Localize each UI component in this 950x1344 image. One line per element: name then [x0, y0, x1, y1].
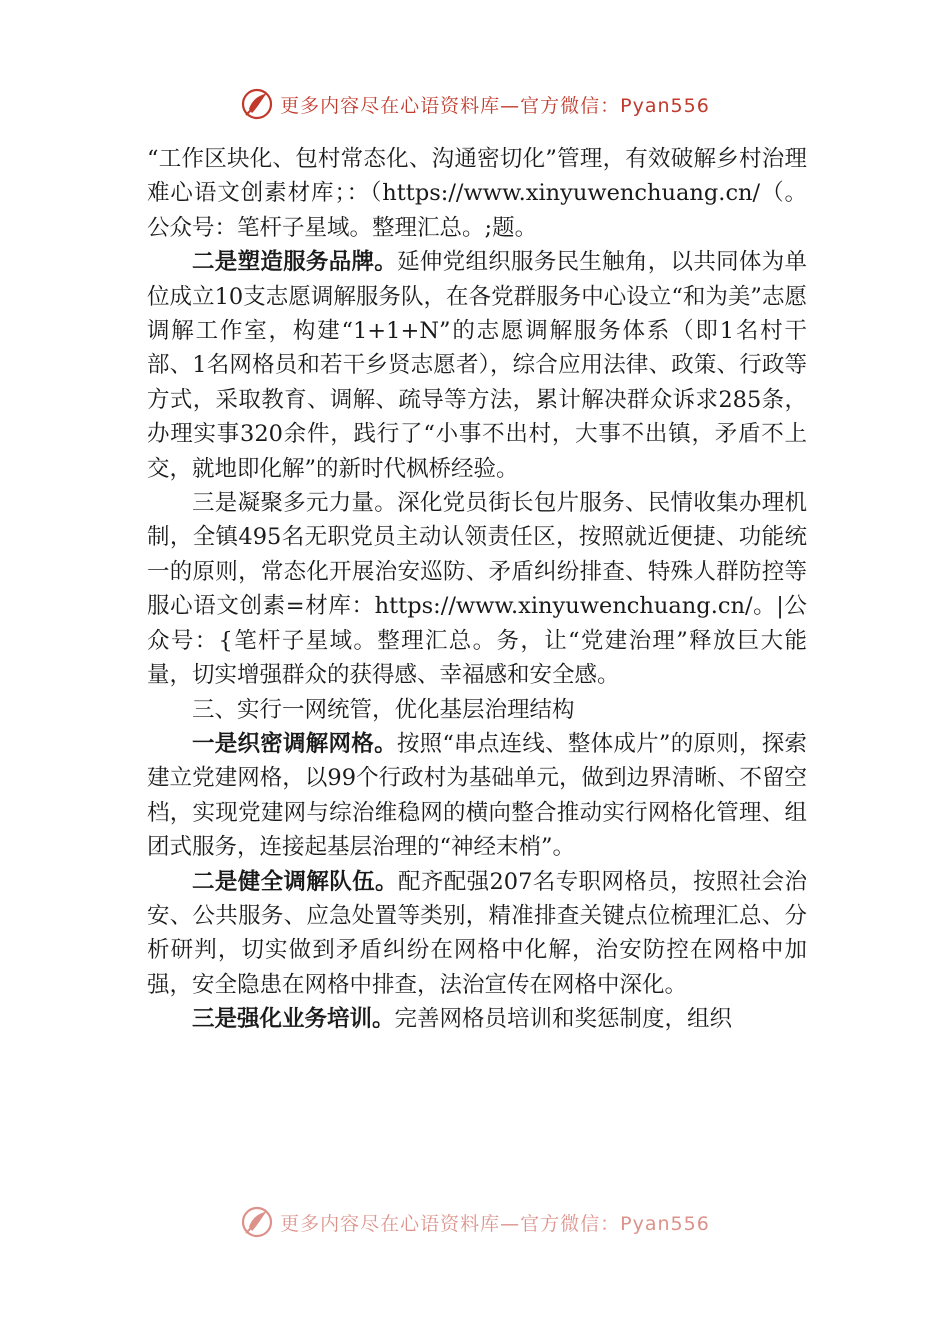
watermark-text: 更多内容尽在心语资料库—官方微信：Pyan556: [280, 1212, 710, 1235]
paragraph-text: 按照“串点连线、整体成片”的原则，探索建立党建网格，以99个行政村为基础单元，做到边界清晰、不留空档，实现党建网与综治维稳网的横向整合推动实行网格化管理、组团式服务，连接起基层治理的“神经末梢”。: [147, 730, 807, 861]
paragraph-text: 延伸党组织服务民生触角，以共同体为单位成立10支志愿调解服务队，在各党群服务中心设立“和为美”志愿调解工作室，构建“1+1+N”的志愿调解服务体系（即1名村干部、1名网格员和若干乡贤志愿者），综合应用法律、政策、行政等方式，采取教育、调解、疏导等方法，累计解决群众诉求285条，办理实事320余件，践行了“小事不出村，大事不出镇，矛盾不上交，就地即化解”的新时代枫桥经验。: [147, 249, 807, 482]
paragraph-text: 配齐配强207名专职网格员，按照社会治安、公共服务、应急处置等类别，精准排查关键点位梳理汇总、分析研判，切实做到矛盾纠纷在网格中化解，治安防控在网格中加强，安全隐患在网格中排查，法治宣传在网格中深化。: [147, 868, 807, 998]
section-heading: 三、实行一网统管，优化基层治理结构: [192, 696, 575, 723]
paragraph-lead: 三是强化业务培训。: [192, 1006, 395, 1033]
watermark-text: 更多内容尽在心语资料库—官方微信：Pyan556: [280, 94, 710, 117]
paragraph: [147, 1002, 807, 1036]
logo-icon: [240, 87, 274, 121]
paragraph: 三是凝聚多元力量。深化党员街长包片服务、民情收集办理机制，全镇495名无职党员主动认领责任区，按照就近便捷、功能统一的原则，常态化开展治安巡防、矛盾纠纷排查、特殊人群防控等服心语文创素=材库：https://www.xinyuwenchuang.cn/。|公众号：{笔杆子星域。整理汇总。务，让“党建治理”释放巨大能量，切实增强群众的获得感、幸福感和安全感。: [147, 490, 807, 689]
logo-icon: [240, 1205, 274, 1239]
paragraph: [147, 865, 807, 1003]
paragraph-lead: 一是织密调解网格。: [192, 730, 397, 757]
paragraph-text: 完善网格员培训和奖惩制度，组织: [394, 1006, 733, 1033]
paragraph: [147, 245, 807, 486]
paragraph: “工作区块化、包村常态化、沟通密切化”管理，有效破解乡村治理难心语文创素材库；：（https://www.xinyuwenchuang.cn/（。公众号：笔杆子星域。整理汇总。;题。: [147, 146, 807, 241]
watermark-footer: [0, 1202, 950, 1242]
paragraph-lead: 二是健全调解队伍。: [192, 868, 398, 895]
paragraph-lead: 二是塑造服务品牌。: [192, 249, 398, 276]
watermark-header: [0, 84, 950, 124]
body-text: [147, 142, 807, 1037]
paragraph: [147, 727, 807, 865]
